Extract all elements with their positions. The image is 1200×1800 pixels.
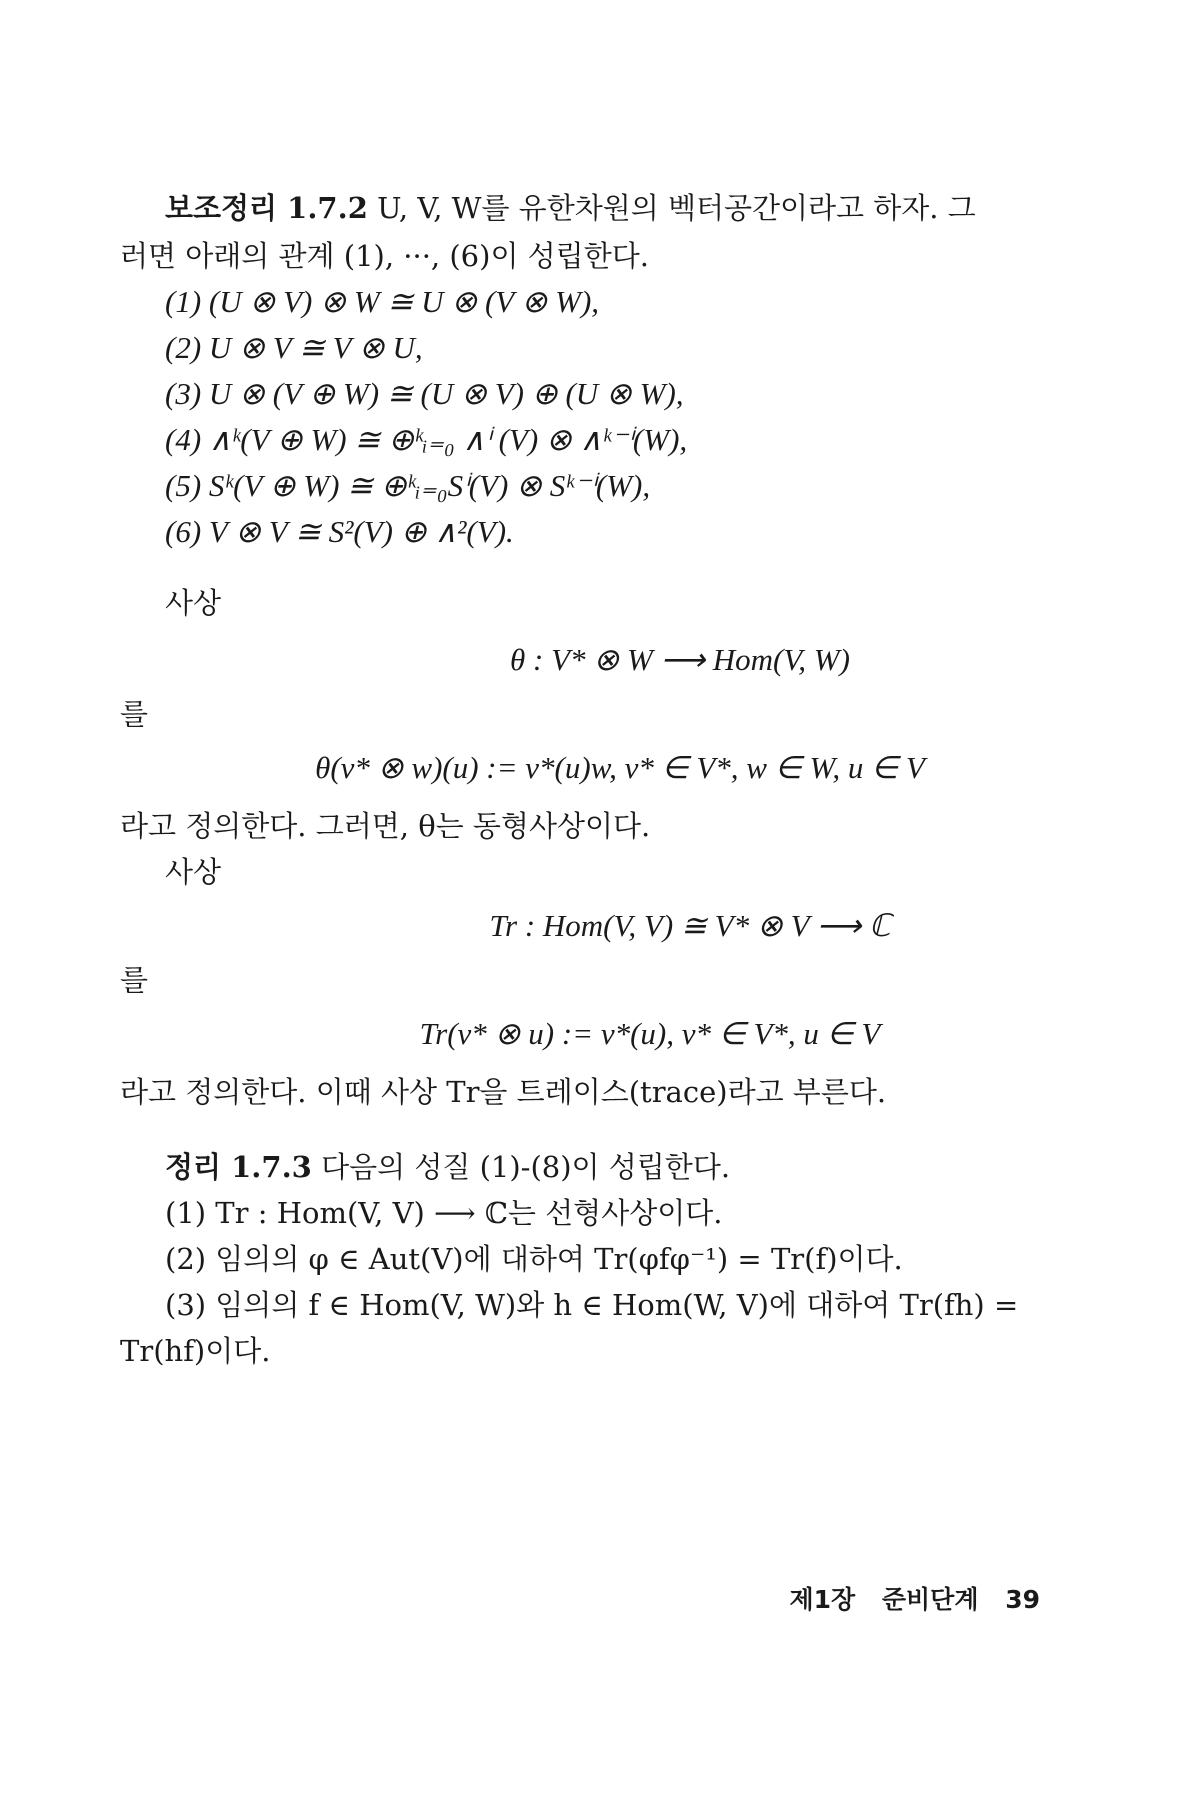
trace-reul: 를 [120,963,149,997]
theta-conclusion: 라고 정의한다. 그러면, θ는 동형사상이다. [120,809,651,843]
theorem-heading: 정리 1.7.3 [165,1150,312,1184]
theorem-statement-line-1 [165,1147,730,1187]
theta-reul: 를 [120,697,149,731]
lemma-statement-line-1 [165,188,976,228]
footer-chapter: 제1장 [789,1585,856,1614]
trace-map-equation: Tr : Hom(V, V) ≅ V* ⊗ V ⟶ ℂ [489,908,891,943]
lemma-heading: 보조정리 1.7.2 [165,191,368,225]
lemma-item-3: (3) U ⊗ (V ⊕ W) ≅ (U ⊗ V) ⊕ (U ⊗ W), [165,376,684,411]
lemma-item-1: (1) (U ⊗ V) ⊗ W ≅ U ⊗ (V ⊗ W), [165,284,600,319]
theorem-item-3: (3) 임의의 f ∈ Hom(V, W)와 h ∈ Hom(W, V)에 대하여 Tr(fh) = [165,1288,1019,1322]
lemma-item-5: (5) Sᵏ(V ⊕ W) ≅ ⊕ᵏᵢ₌₀Sⁱ(V) ⊗ Sᵏ⁻ⁱ(W), [165,468,651,503]
lemma-item-6: (6) V ⊗ V ≅ S²(V) ⊕ ∧²(V). [165,514,514,549]
theorem-line-1-text: 다음의 성질 (1)-(8)이 성립한다. [321,1150,731,1184]
theorem-item-1: (1) Tr : Hom(V, V) ⟶ ℂ는 선형사상이다. [165,1196,723,1230]
lemma-item-4: (4) ∧ᵏ(V ⊕ W) ≅ ⊕ᵏᵢ₌₀ ∧ⁱ (V) ⊗ ∧ᵏ⁻ⁱ(W), [165,422,688,457]
lemma-statement-line-2: 러면 아래의 관계 (1), ···, (6)이 성립한다. [120,239,649,273]
theorem-item-3-continued: Tr(hf)이다. [120,1334,271,1368]
trace-intro: 사상 [165,855,222,889]
theta-definition-equation: θ(v* ⊗ w)(u) := v*(u)w, v* ∈ V*, w ∈ W, u ∈ V [315,750,925,785]
trace-conclusion: 라고 정의한다. 이때 사상 Tr을 트레이스(trace)라고 부른다. [120,1075,887,1109]
footer-title: 준비단계 [881,1585,979,1614]
theorem-item-2: (2) 임의의 φ ∈ Aut(V)에 대하여 Tr(φfφ⁻¹) = Tr(f)이다. [165,1242,903,1276]
lemma-line-1-text: U, V, W를 유한차원의 벡터공간이라고 하자. 그 [377,191,976,225]
theta-intro: 사상 [165,586,222,620]
page-number: 39 [1005,1585,1040,1614]
lemma-item-2: (2) U ⊗ V ≅ V ⊗ U, [165,330,423,365]
theta-map-equation: θ : V* ⊗ W ⟶ Hom(V, W) [510,642,850,677]
trace-definition-equation: Tr(v* ⊗ u) := v*(u), v* ∈ V*, u ∈ V [419,1016,881,1051]
page-footer [760,1582,1040,1618]
